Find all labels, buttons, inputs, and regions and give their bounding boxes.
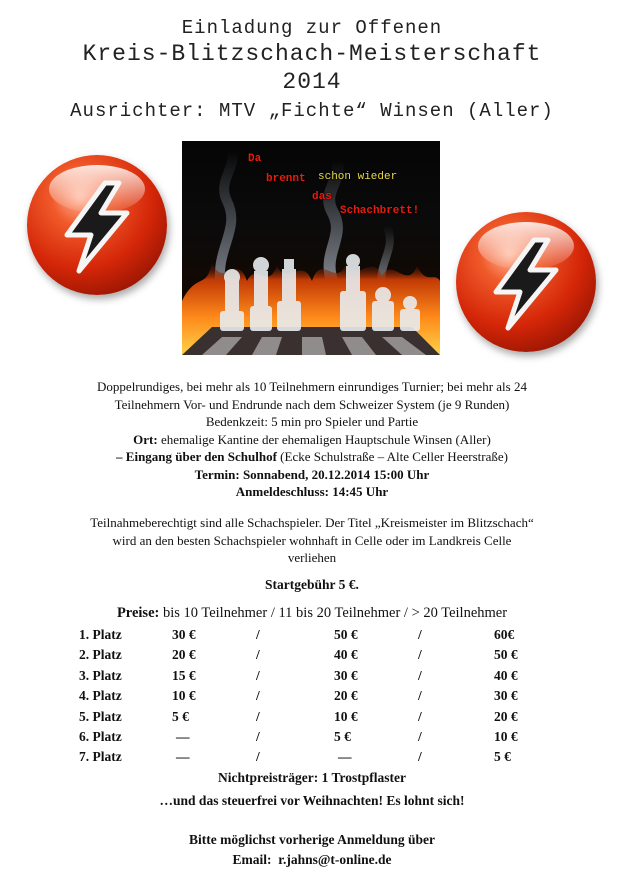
prize-up-to-10: 20 € [172, 647, 196, 663]
prize-separator: / [418, 729, 422, 744]
eligibility-line-1: Teilnahmeberechtigt sind alle Schachspieler. Der Titel „Kreismeister im Blitzschach“ [90, 515, 534, 530]
prize-row [0, 647, 624, 667]
lightning-ball-left [27, 155, 167, 295]
prize-separator: / [418, 667, 422, 683]
prize-separator: / [256, 749, 260, 765]
prize-11-to-20: 10 € [334, 708, 358, 724]
prize-row [0, 668, 624, 688]
prize-11-to-20: 30 € [334, 667, 358, 683]
prize-separator: / [418, 708, 422, 724]
entry-fee: Startgebühr 5 €. [265, 577, 359, 592]
prize-separator: / [418, 749, 422, 765]
prize-row [0, 749, 624, 769]
poster-word-schachbrett: Schachbrett! [340, 205, 420, 217]
prize-place: 6. Platz [79, 729, 122, 744]
prize-over-20: 30 € [494, 688, 518, 704]
lightning-ball-right [456, 212, 596, 352]
prize-row [0, 627, 624, 647]
info-ort [0, 431, 624, 449]
prize-label: Preise: [116, 605, 160, 621]
prize-row [0, 729, 624, 749]
prize-place: 7. Platz [79, 749, 122, 765]
prize-separator: / [418, 688, 422, 704]
prize-up-to-10: — [176, 749, 190, 765]
prize-separator: / [256, 647, 260, 663]
email-address[interactable]: r.jahns@t-online.de [278, 852, 392, 867]
info-eingang [0, 448, 624, 466]
eligibility-text [0, 514, 624, 567]
email-line [0, 851, 624, 869]
info-line-2: Teilnehmern Vor- und Endrunde nach dem Schweizer System (je 9 Runden) [114, 396, 510, 412]
prize-place: 4. Platz [79, 688, 122, 704]
invitation-header [0, 16, 624, 124]
email-label: Email: [232, 852, 272, 867]
prize-over-20: 40 € [494, 667, 518, 683]
header-year: 2014 [282, 69, 342, 95]
prize-row [0, 688, 624, 708]
prize-place: 3. Platz [79, 667, 122, 683]
ort-label: Ort: [133, 431, 158, 447]
poster-words-schon-wieder: schon wieder [318, 171, 398, 183]
prize-11-to-20: 50 € [334, 627, 358, 642]
chess-fire-poster [182, 141, 440, 355]
prize-11-to-20: 5 € [334, 729, 351, 744]
prize-11-to-20: 20 € [334, 688, 358, 704]
prize-over-20: 60€ [494, 627, 515, 642]
eingang-rest: (Ecke Schulstraße – Alte Celler Heerstraße) [276, 449, 508, 464]
prize-11-to-20: 40 € [334, 647, 358, 663]
prize-separator: / [256, 729, 260, 744]
prize-row [0, 709, 624, 729]
poster-word-brennt: brennt [266, 173, 306, 185]
prize-over-20: 50 € [494, 647, 518, 663]
header-line-1: Einladung zur Offenen [181, 17, 443, 39]
info-anmeldeschluss: Anmeldeschluss: 14:45 Uhr [235, 484, 389, 499]
info-line-1: Doppelrundiges, bei mehr als 10 Teilnehmern einrundiges Turnier; bei mehr als 24 [97, 379, 527, 394]
prize-separator: / [256, 688, 260, 704]
header-title: Kreis-Blitzschach-Meisterschaft [82, 41, 542, 67]
prize-over-20: 5 € [494, 749, 511, 765]
prize-separator: / [256, 667, 260, 683]
prize-over-20: 10 € [494, 729, 518, 744]
info-termin: Termin: Sonnabend, 20.12.2014 15:00 Uhr [194, 466, 430, 482]
registration-note: Bitte möglichst vorherige Anmeldung über [189, 832, 435, 847]
prize-up-to-10: 30 € [172, 627, 196, 642]
lightning-bolt-icon [27, 155, 167, 295]
poster-word-das: das [312, 191, 332, 203]
eligibility-line-2: wird an den besten Schachspieler wohnhaft in Celle oder im Landkreis Celle [112, 532, 512, 548]
prize-separator: / [418, 627, 422, 642]
prize-place: 5. Platz [79, 708, 122, 724]
tournament-info [0, 378, 624, 501]
prize-place: 2. Platz [79, 647, 122, 663]
eingang-bold: – Eingang über den Schulhof [116, 449, 277, 464]
prize-over-20: 20 € [494, 708, 518, 724]
chess-pieces-in-flames [182, 141, 440, 355]
prize-separator: / [256, 708, 260, 724]
prize-up-to-10: 15 € [172, 667, 196, 683]
prize-up-to-10: — [176, 729, 190, 744]
prize-separator: / [256, 627, 260, 642]
prize-up-to-10: 5 € [172, 708, 189, 724]
prize-separator: / [418, 647, 422, 663]
header-organizer: Ausrichter: MTV „Fichte“ Winsen (Aller) [70, 100, 554, 122]
prize-header-rest: bis 10 Teilnehmer / 11 bis 20 Teilnehmer / > 20 Teilnehmer [159, 605, 508, 621]
prize-up-to-10: 10 € [172, 688, 196, 704]
eligibility-line-3: verliehen [287, 550, 337, 565]
prize-11-to-20: — [338, 749, 352, 765]
lightning-bolt-icon [456, 212, 596, 352]
ort-value: ehemalige Kantine der ehemaligen Hauptschule Winsen (Aller) [157, 431, 491, 447]
prize-header [0, 605, 624, 623]
poster-word-da: Da [248, 153, 262, 165]
tagline: …und das steuerfrei vor Weihnachten! Es lohnt sich! [159, 793, 465, 808]
info-line-3: Bedenkzeit: 5 min pro Spieler und Partie [205, 414, 419, 429]
prize-place: 1. Platz [79, 627, 122, 642]
consolation-prize: Nichtpreisträger: 1 Trostpflaster [218, 770, 406, 785]
